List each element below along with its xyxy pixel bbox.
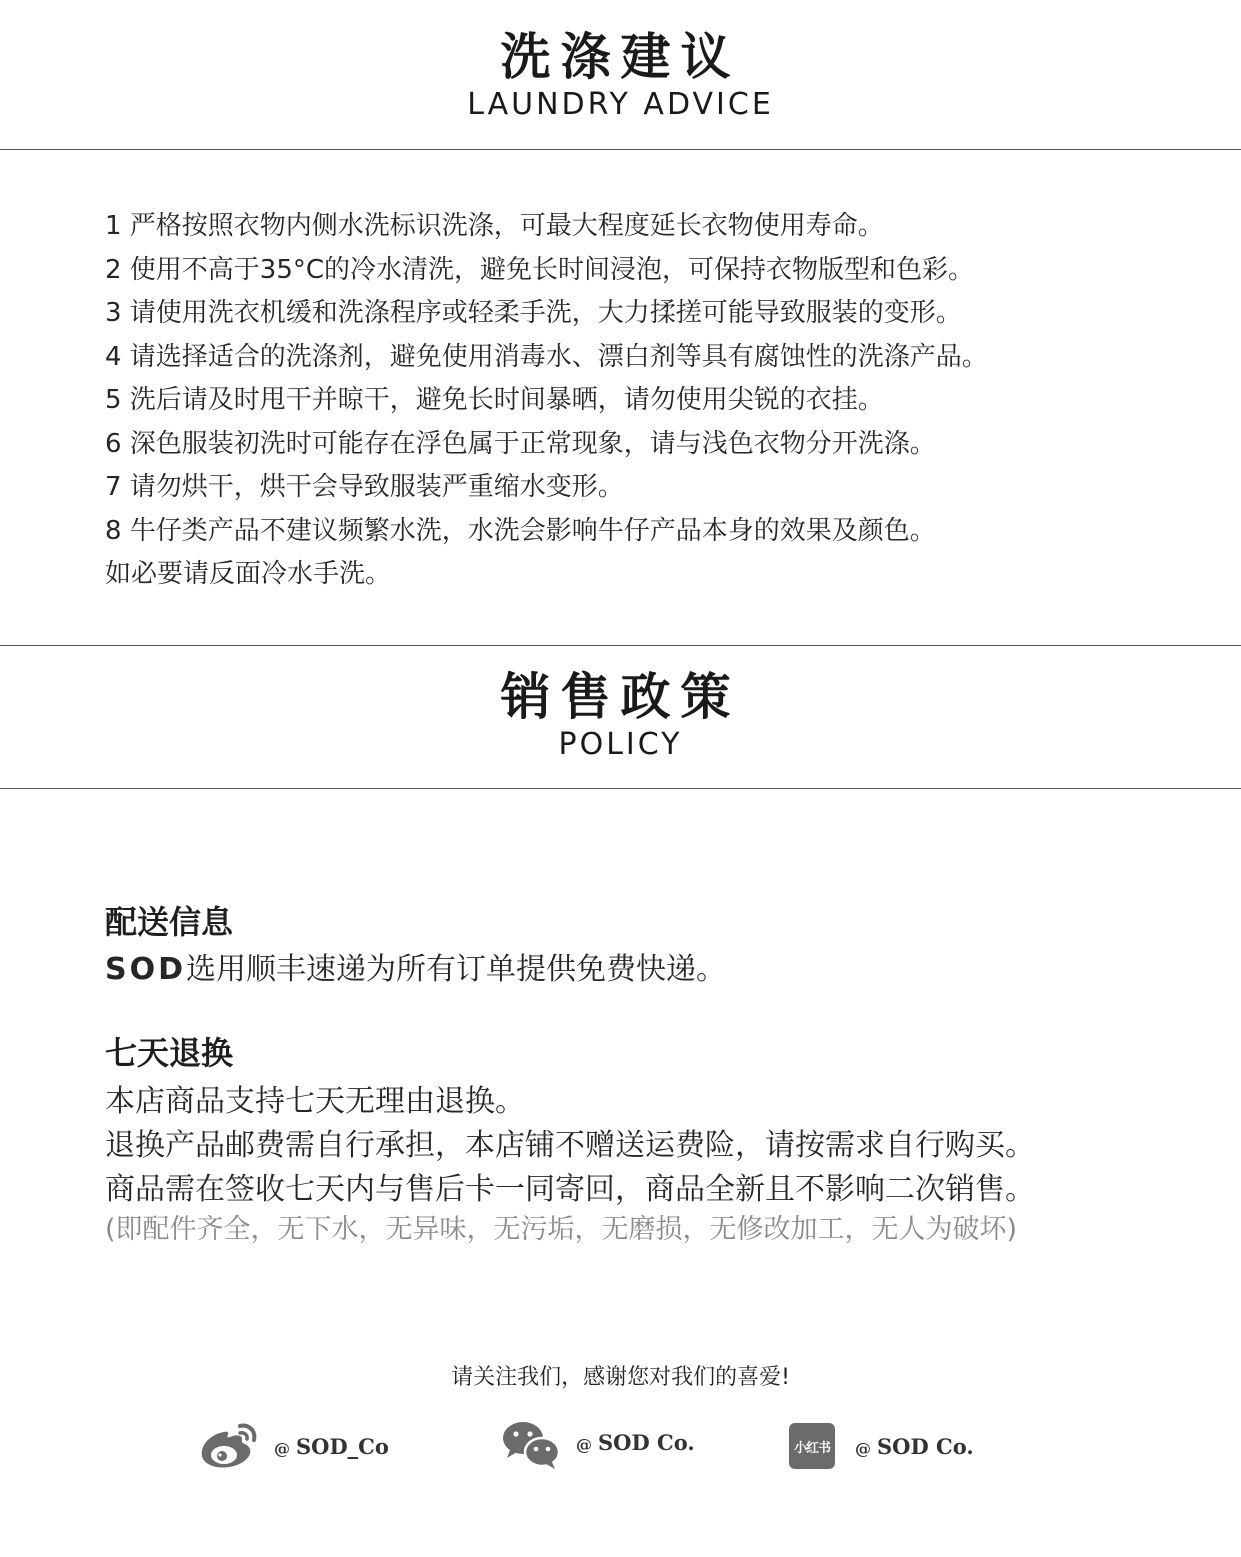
laundry-title-zh: 洗涤建议 [500, 28, 741, 86]
social-xiaohongshu[interactable] [789, 1418, 974, 1474]
divider [0, 788, 1241, 789]
delivery-text [105, 948, 1215, 992]
divider [0, 149, 1241, 150]
list-item: 1 严格按照衣物内侧水洗标识洗涤，可最大程度延长衣物使用寿命。 [105, 211, 884, 241]
list-item: 2 使用不高于35°C的冷水清洗，避免长时间浸泡，可保持衣物版型和色彩。 [105, 254, 975, 285]
divider [0, 645, 1241, 646]
wechat-icon [500, 1418, 562, 1474]
policy-header [0, 668, 1241, 762]
laundry-title-en: LAUNDRY ADVICE [467, 87, 774, 122]
returns-text [105, 1080, 1215, 1248]
policy-title-en: POLICY [558, 727, 683, 762]
social-weibo[interactable] [198, 1418, 389, 1474]
delivery-description: 选用顺丰速递为所有订单提供免费快递。 [186, 952, 727, 987]
list-item: 8 牛仔类产品不建议频繁水洗，水洗会影响牛仔产品本身的效果及颜色。 [105, 515, 936, 546]
list-item: 如必要请反面冷水手洗。 [105, 559, 392, 589]
wechat-handle: @ SOD Co. [576, 1429, 695, 1455]
xiaohongshu-icon: 小红书 [789, 1423, 835, 1469]
xiaohongshu-handle: @ SOD Co. [855, 1433, 974, 1459]
follow-text: 请关注我们，感谢您对我们的喜爱! [451, 1365, 790, 1390]
returns-line: 退换产品邮费需自行承担，本店铺不赠送运费险，请按需求自行购买。 [105, 1128, 1035, 1163]
brand-name: SOD [105, 952, 187, 987]
laundry-header [0, 28, 1241, 122]
laundry-advice-list [105, 205, 1205, 597]
list-item: 3 请使用洗衣机缓和洗涤程序或轻柔手洗，大力揉搓可能导致服装的变形。 [105, 298, 962, 328]
returns-title: 七天退换 [105, 1034, 234, 1072]
list-item: 5 洗后请及时甩干并晾干，避免长时间暴晒，请勿使用尖锐的衣挂。 [105, 385, 884, 415]
returns-line: 商品需在签收七天内与售后卡一同寄回，商品全新且不影响二次销售。 [105, 1172, 1035, 1207]
weibo-icon [198, 1418, 260, 1474]
policy-title-zh: 销售政策 [500, 668, 741, 726]
delivery-title: 配送信息 [105, 903, 234, 941]
returns-note: (即配件齐全，无下水，无异味，无污垢，无磨损，无修改加工，无人为破坏) [105, 1214, 1018, 1245]
list-item: 6 深色服装初洗时可能存在浮色属于正常现象，请与浅色衣物分开洗涤。 [105, 428, 936, 459]
returns-line: 本店商品支持七天无理由退换。 [105, 1084, 525, 1119]
social-wechat[interactable] [500, 1418, 695, 1474]
list-item: 4 请选择适合的洗涤剂，避免使用消毒水、漂白剂等具有腐蚀性的洗涤产品。 [105, 341, 988, 372]
list-item: 7 请勿烘干，烘干会导致服装严重缩水变形。 [105, 472, 624, 502]
weibo-handle: @ SOD_Co [274, 1433, 389, 1459]
